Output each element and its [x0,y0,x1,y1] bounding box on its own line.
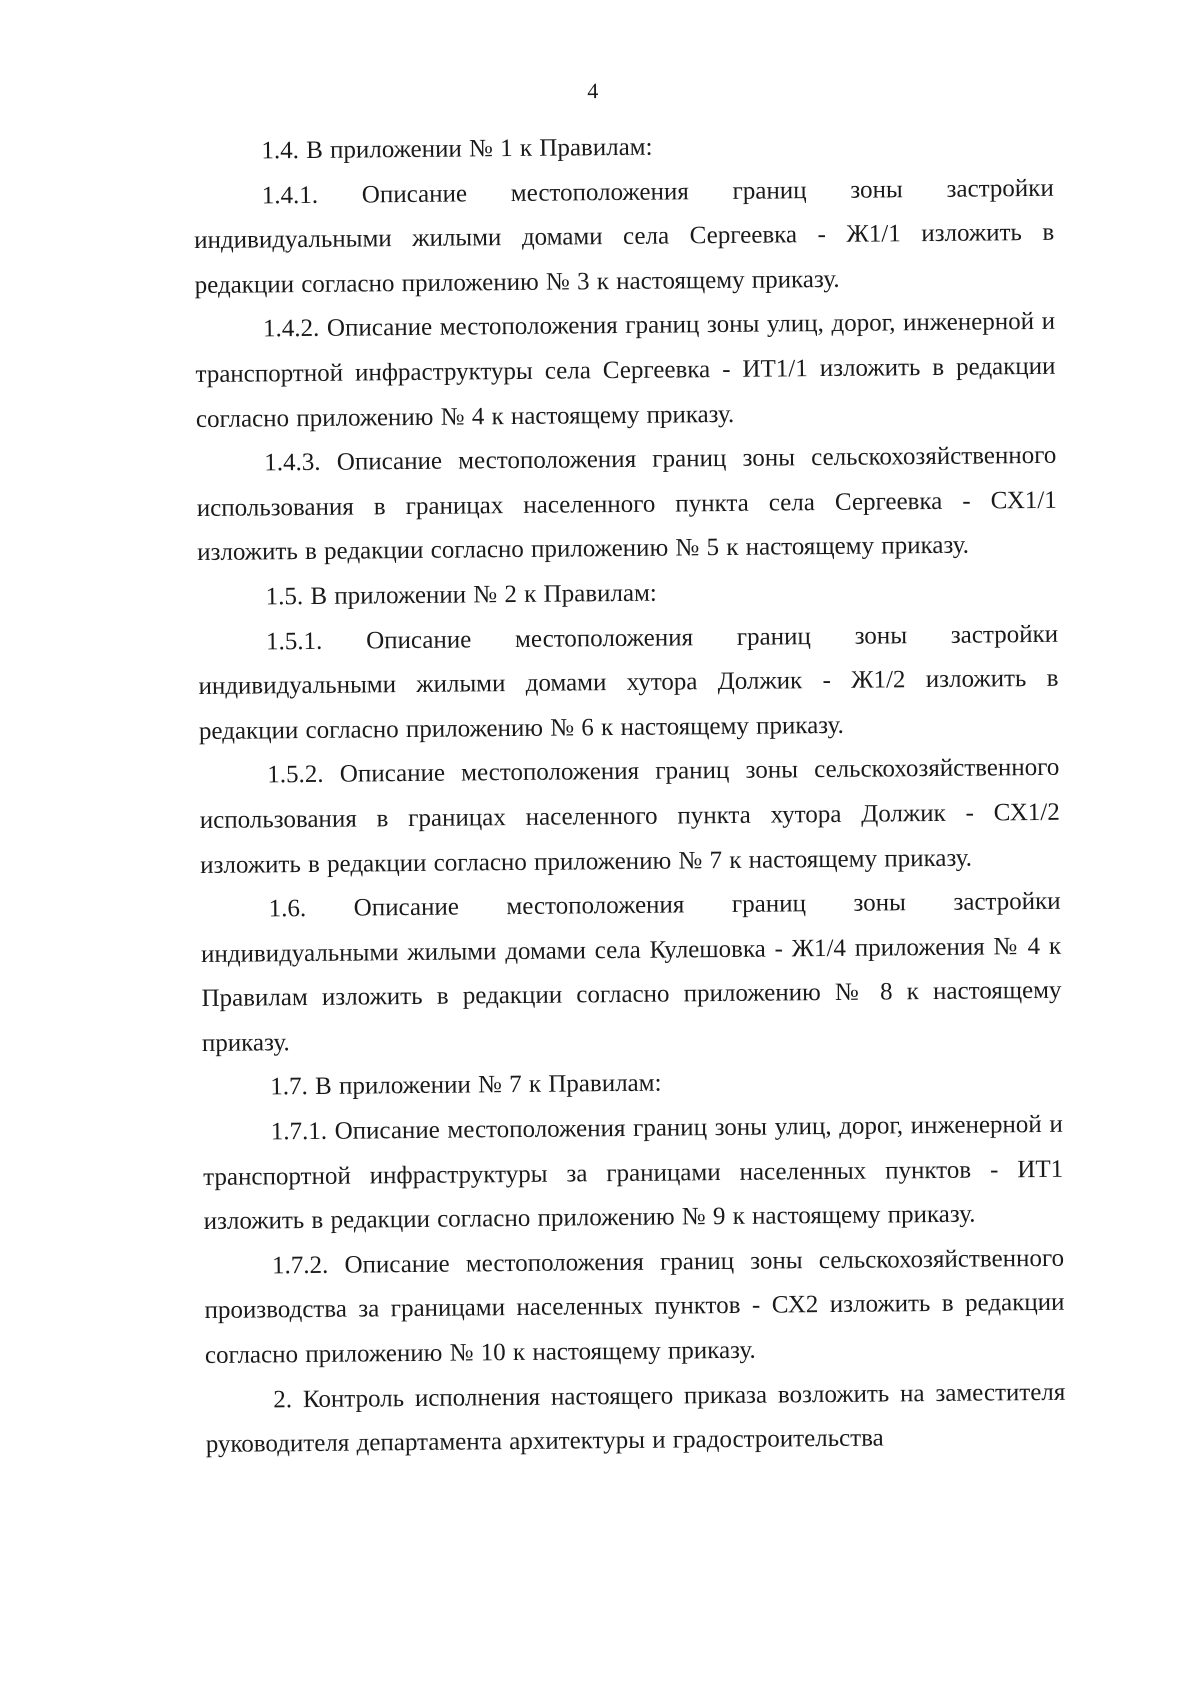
paragraph-1-5-2: 1.5.2. Описание местоположения границ зоны сельскохозяйственного использования в границах населенного пункта хутора Должик - СХ1/2 изложить в редакции согласно приложению № 7 к настоящему приказу. [199,754,1060,879]
section-heading-1-4: 1.4. В приложении № 1 к Правилам: [261,133,653,165]
paragraph-1-4-2: 1.4.2. Описание местоположения границ зоны улиц, дорог, инженерной и транспортной инфраструктуры села Сергеевка - ИТ1/1 изложить в редакции согласно приложению № 4 к настоящему приказу. [195,308,1056,433]
paragraph-1-5-1: 1.5.1. Описание местоположения границ зоны застройки индивидуальными жилыми домами хутора Должик - Ж1/2 изложить в редакции согласно приложению № 6 к настоящему приказу. [198,620,1059,745]
paragraph-1-4-3: 1.4.3. Описание местоположения границ зоны сельскохозяйственного использования в границах населенного пункта села Сергеевка - СХ1/1 изложить в редакции согласно приложению № 5 к настоящему приказу. [196,441,1057,567]
paragraph-1-4-1: 1.4.1. Описание местоположения границ зоны застройки индивидуальными жилыми домами села Сергеевка - Ж1/1 изложить в редакции согласно приложению № 3 к настоящему приказу. [194,174,1055,299]
paragraph-2: 2. Контроль исполнения настоящего приказа возложить на заместителя руководителя департамента архитектуры и градостроительства [205,1378,1066,1459]
page-number: 4 [587,78,599,104]
paragraph-1-7-2: 1.7.2. Описание местоположения границ зоны сельскохозяйственного производства за границами населенных пунктов - СХ2 изложить в редакции согласно приложению № 10 к настоящему приказу. [204,1244,1065,1370]
section-heading-1-5: 1.5. В приложении № 2 к Правилам: [265,579,657,611]
section-heading-1-7: 1.7. В приложении № 7 к Правилам: [270,1070,662,1101]
document-body [193,122,1066,1468]
paragraph-1-7-1: 1.7.1. Описание местоположения границ зоны улиц, дорог, инженерной и транспортной инфраструктуры за границами населенных пунктов - ИТ1 изложить в редакции согласно приложению № 9 к настоящему приказу. [203,1110,1064,1236]
paragraph-1-6: 1.6. Описание местоположения границ зоны застройки индивидуальными жилыми домами села Кулешовка - Ж1/4 приложения № 4 к Правилам изложить в редакции согласно приложению № 8 к настоящему приказу. [200,887,1062,1057]
